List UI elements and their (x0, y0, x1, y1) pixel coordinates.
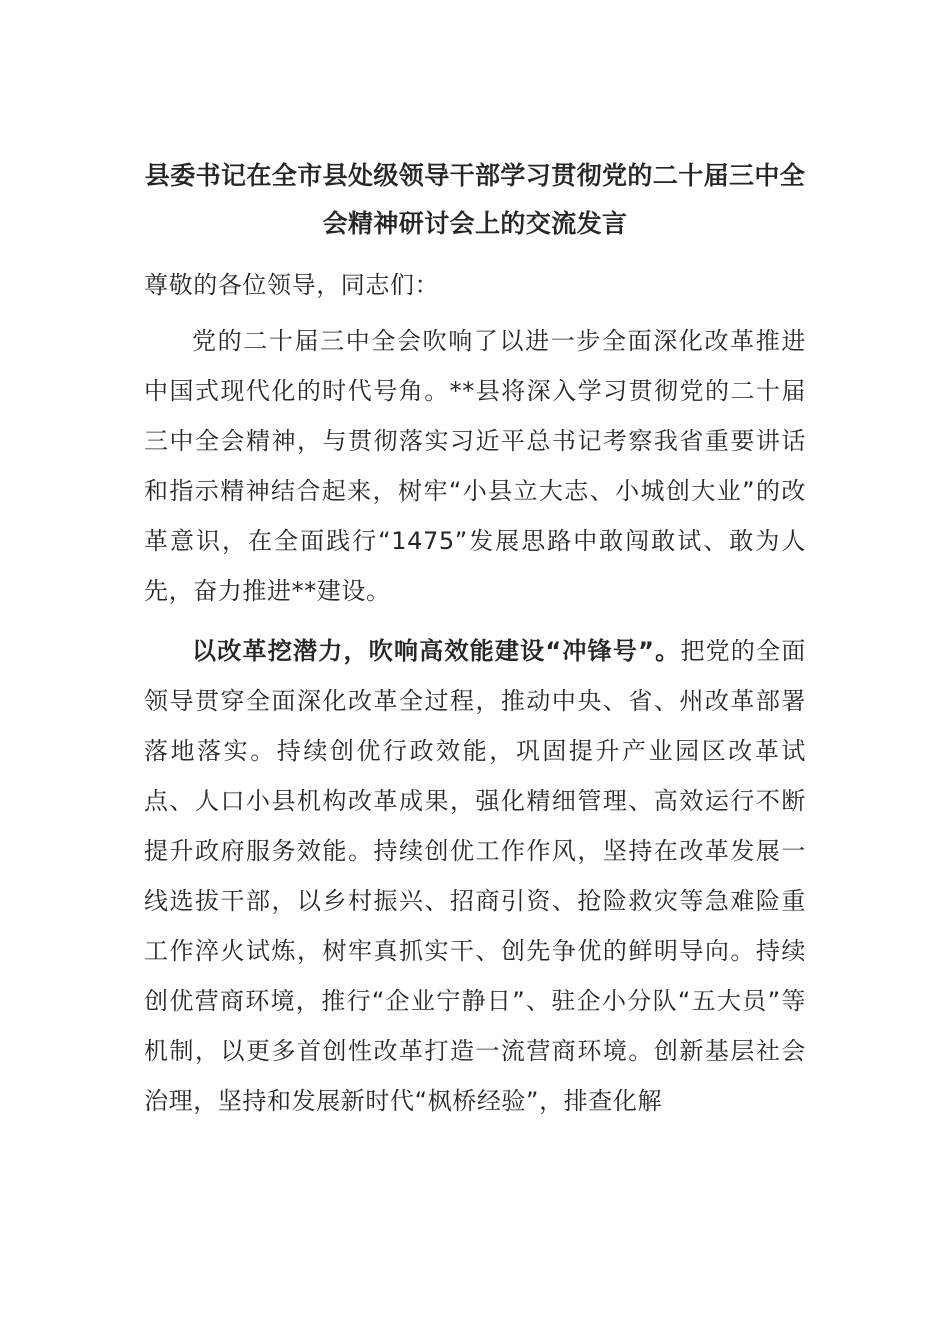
document-title: 县委书记在全市县处级领导干部学习贯彻党的二十届三中全会精神研讨会上的交流发言 (144, 161, 806, 238)
paragraph-lead-heading: 以改革挖潜力，吹响高效能建设“冲锋号”。 (192, 637, 681, 665)
paragraph-reform-efficiency (144, 626, 806, 1126)
paragraph-body-text: 把党的全面领导贯穿全面深化改革全过程，推动中央、省、州改革部署落地落实。持续创优行政效能，巩固提升产业园区改革试点、人口小县机构改革成果，强化精细管理、高效运行不断提升政府服务效能。持续创优工作作风，坚持在改革发展一线选拔干部，以乡村振兴、招商引资、抢险救灾等急难险重工作淬火试炼，树牢真抓实干、创先争优的鲜明导向。持续创优营商环境，推行“企业宁静日”、驻企小分队“五大员”等机制，以更多首创性改革打造一流营商环境。创新基层社会治理，坚持和发展新时代“枫桥经验”，排查化解 (144, 637, 807, 1115)
document-body (144, 152, 806, 1126)
greeting-line: 尊敬的各位领导，同志们： (144, 271, 440, 299)
paragraph-intro: 党的二十届三中全会吹响了以进一步全面深化改革推进中国式现代化的时代号角。**县将深入学习贯彻党的二十届三中全会精神，与贯彻落实习近平总书记考察我省重要讲话和指示精神结合起来，树牢“小县立大志、小城创大业”的改革意识，在全面践行“1475”发展思路中敢闯敢试、敢为人先，奋力推进**建设。 (144, 327, 806, 605)
